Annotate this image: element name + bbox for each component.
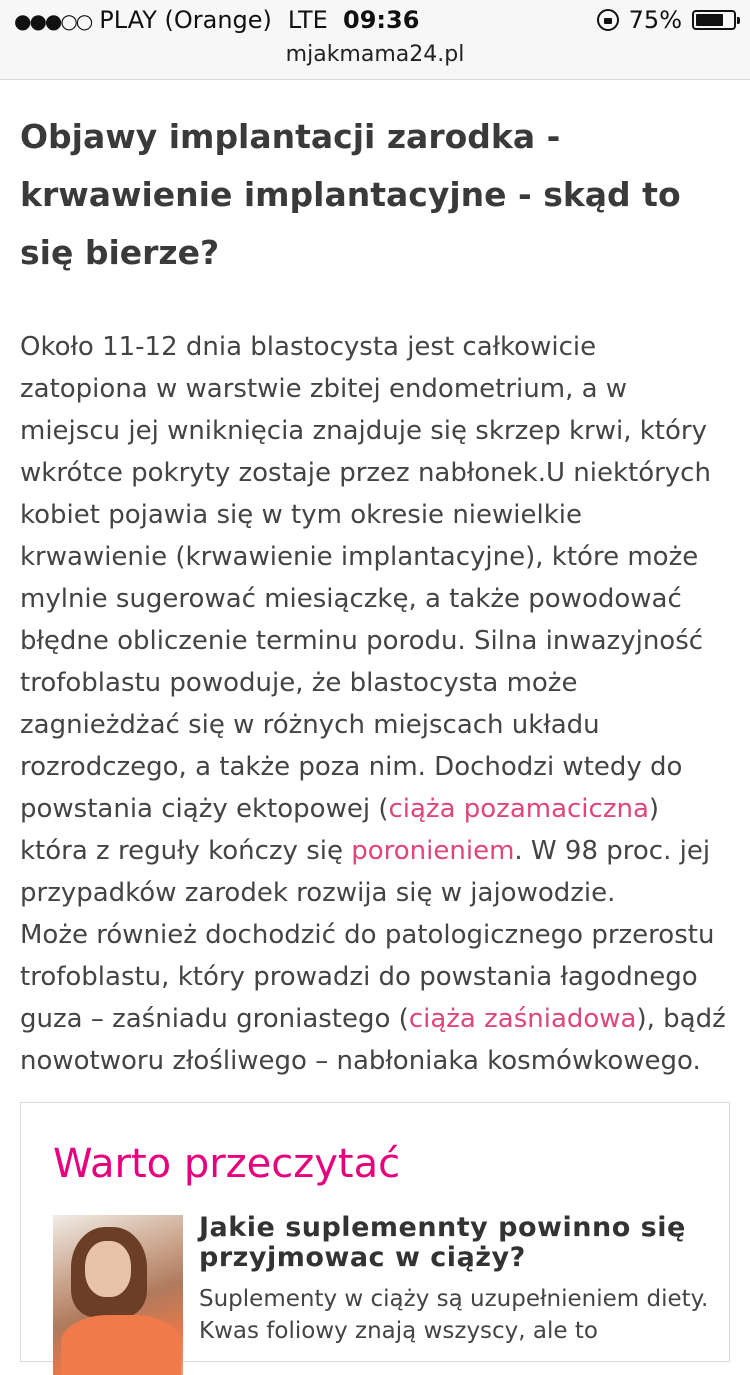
related-articles-card (20, 1102, 730, 1362)
rotation-lock-icon (597, 9, 619, 31)
battery-fill (696, 14, 723, 26)
battery-icon (692, 10, 736, 30)
status-right (597, 6, 736, 34)
related-heading: Warto przeczytać (53, 1141, 401, 1187)
carrier-info (14, 6, 328, 34)
link-ciaza-zasniadowa[interactable]: ciąża zaśniadowa (408, 1004, 637, 1034)
paragraph-text: ) która z reguły kończy się (20, 794, 660, 866)
paragraph-text: Około 11-12 dnia blastocysta jest całkowicie zatopiona w warstwie zbitej endometrium, a w miejscu jej wniknięcia znajduje się skrzep krwi, który wkrótce pokryty zostaje przez nabłonek.U niektórych kobiet pojawia się w tym okresie niewielkie krwawienie (krwawienie implantacyjne), które może mylnie sugerować miesiączkę, a także powodować błędne obliczenie terminu porodu. Silna inwazyjność trofoblastu powoduje, że blastocysta może zagnieżdżać się w różnych miejscach układu rozrodczego, a także poza nim. Dochodzi wtedy do powstania ciąży ektopowej ( (20, 332, 711, 824)
paragraph-text: . W 98 proc. jej przypadków zarodek rozwija się w jajowodzie. (20, 836, 711, 908)
status-bar (0, 0, 750, 80)
network-type: LTE (287, 6, 328, 34)
article (20, 108, 732, 1082)
related-item-description: Suplementy w ciąży są uzupełnieniem diety. Kwas foliowy znają wszyscy, ale to (199, 1286, 709, 1344)
carrier-name: PLAY (Orange) (99, 6, 272, 34)
paragraph-text: Może również dochodzić do patologicznego przerostu trofoblastu, który prowadzi do powstania łagodnego guza – zaśniadu groniastego ( (20, 920, 715, 1034)
link-poronienie[interactable]: poronieniem (351, 836, 515, 866)
battery-percent: 75% (628, 6, 682, 34)
clock: 09:36 (343, 6, 420, 34)
article-thumbnail-image[interactable] (53, 1215, 183, 1375)
signal-strength-icon: ●●●○○ (14, 9, 92, 33)
url-bar[interactable]: mjakmama24.pl (285, 42, 465, 67)
related-item-title[interactable]: Jakie suplemennty powinno się przyjmowac w ciąży? (199, 1212, 686, 1273)
article-title: Objawy implantacji zarodka - krwawienie implantacyjne - skąd to się bierze? (20, 117, 681, 272)
article-body (20, 326, 732, 1082)
paragraph-text: ), bądź nowotworu złośliwego – nabłoniaka kosmówkowego. (20, 1004, 726, 1076)
link-ciaza-pozamaciczna[interactable]: ciąża pozamaciczna (388, 794, 649, 824)
